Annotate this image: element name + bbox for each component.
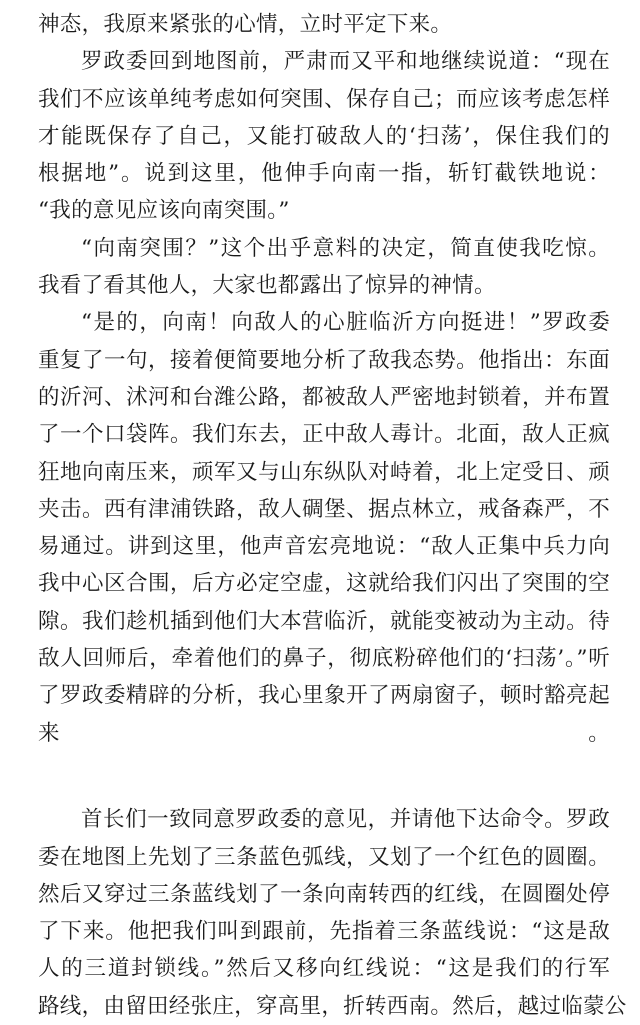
text-line: 根据地”。说到这里，他伸手向南一指，斩钉截铁地说：	[38, 161, 610, 187]
text-line: “我的意见应该向南突围。”	[38, 198, 290, 224]
text-line: 的沂河、沭河和台潍公路，都被敌人严密地封锁着，并布置	[38, 384, 610, 410]
paragraph-first-line: 首长们一致同意罗政委的意见，并请他下达命令。罗政	[81, 807, 610, 833]
text-line: 了一个口袋阵。我们东去，正中敌人毒计。北面，敌人正疯	[38, 422, 610, 448]
text-line: 狂地向南压来，顽军又与山东纵队对峙着，北上定受日、顽	[38, 459, 610, 485]
text-line: 我看了看其他人，大家也都露出了惊异的神情。	[38, 273, 496, 299]
text-line: 来。	[38, 720, 610, 746]
text-line: 委在地图上先划了三条蓝色弧线，又划了一个红色的圆圈。	[38, 844, 610, 870]
text-line: 人的三道封锁线。”然后又移向红线说：“这是我们的行军	[38, 956, 610, 982]
text-line: 夹击。西有津浦铁路，敌人碉堡、据点林立，戒备森严，不	[38, 496, 610, 522]
text-line: 我们不应该单纯考虑如何突围、保存自己；而应该考虑怎样	[38, 86, 610, 112]
page-body-text	[38, 6, 627, 1025]
text-line: 重复了一句，接着便简要地分析了敌我态势。他指出：东面	[38, 347, 610, 373]
paragraph-first-line: 罗政委回到地图前，严肃而又平和地继续说道：“现在	[81, 49, 610, 75]
text-line: 路线，由留田经张庄，穿高里，折转西南。然后，越过临蒙公	[38, 993, 627, 1019]
text-line: 了罗政委精辟的分析，我心里象开了两扇窗子，顿时豁亮起	[38, 683, 610, 709]
text-line: 易通过。讲到这里，他声音宏亮地说：“敌人正集中兵力向	[38, 534, 610, 560]
text-line: 我中心区合围，后方必定空虚，这就给我们闪出了突围的空	[38, 571, 610, 597]
paragraph-gap	[38, 789, 610, 801]
paragraph-first-line: “是的，向南！向敌人的心脏临沂方向挺进！”罗政委	[81, 310, 610, 336]
paragraph-first-line: “向南突围？”这个出乎意料的决定，简直使我吃惊。	[81, 235, 610, 261]
text-line: 隙。我们趁机插到他们大本营临沂，就能变被动为主动。待	[38, 608, 610, 634]
text-line: 了下来。他把我们叫到跟前，先指着三条蓝线说：“这是敌	[38, 919, 610, 945]
text-line	[38, 752, 610, 789]
text-line: 才能既保存了自己，又能打破敌人的‘扫荡’，保住我们的	[38, 123, 610, 149]
text-line: 神态，我原来紧张的心情，立时平定下来。	[38, 12, 453, 37]
text-line: 然后又穿过三条蓝线划了一条向南转西的红线，在圆圈处停	[38, 881, 610, 907]
text-line: 敌人回师后，牵着他们的鼻子，彻底粉碎他们的‘扫荡’。”听	[38, 646, 610, 672]
